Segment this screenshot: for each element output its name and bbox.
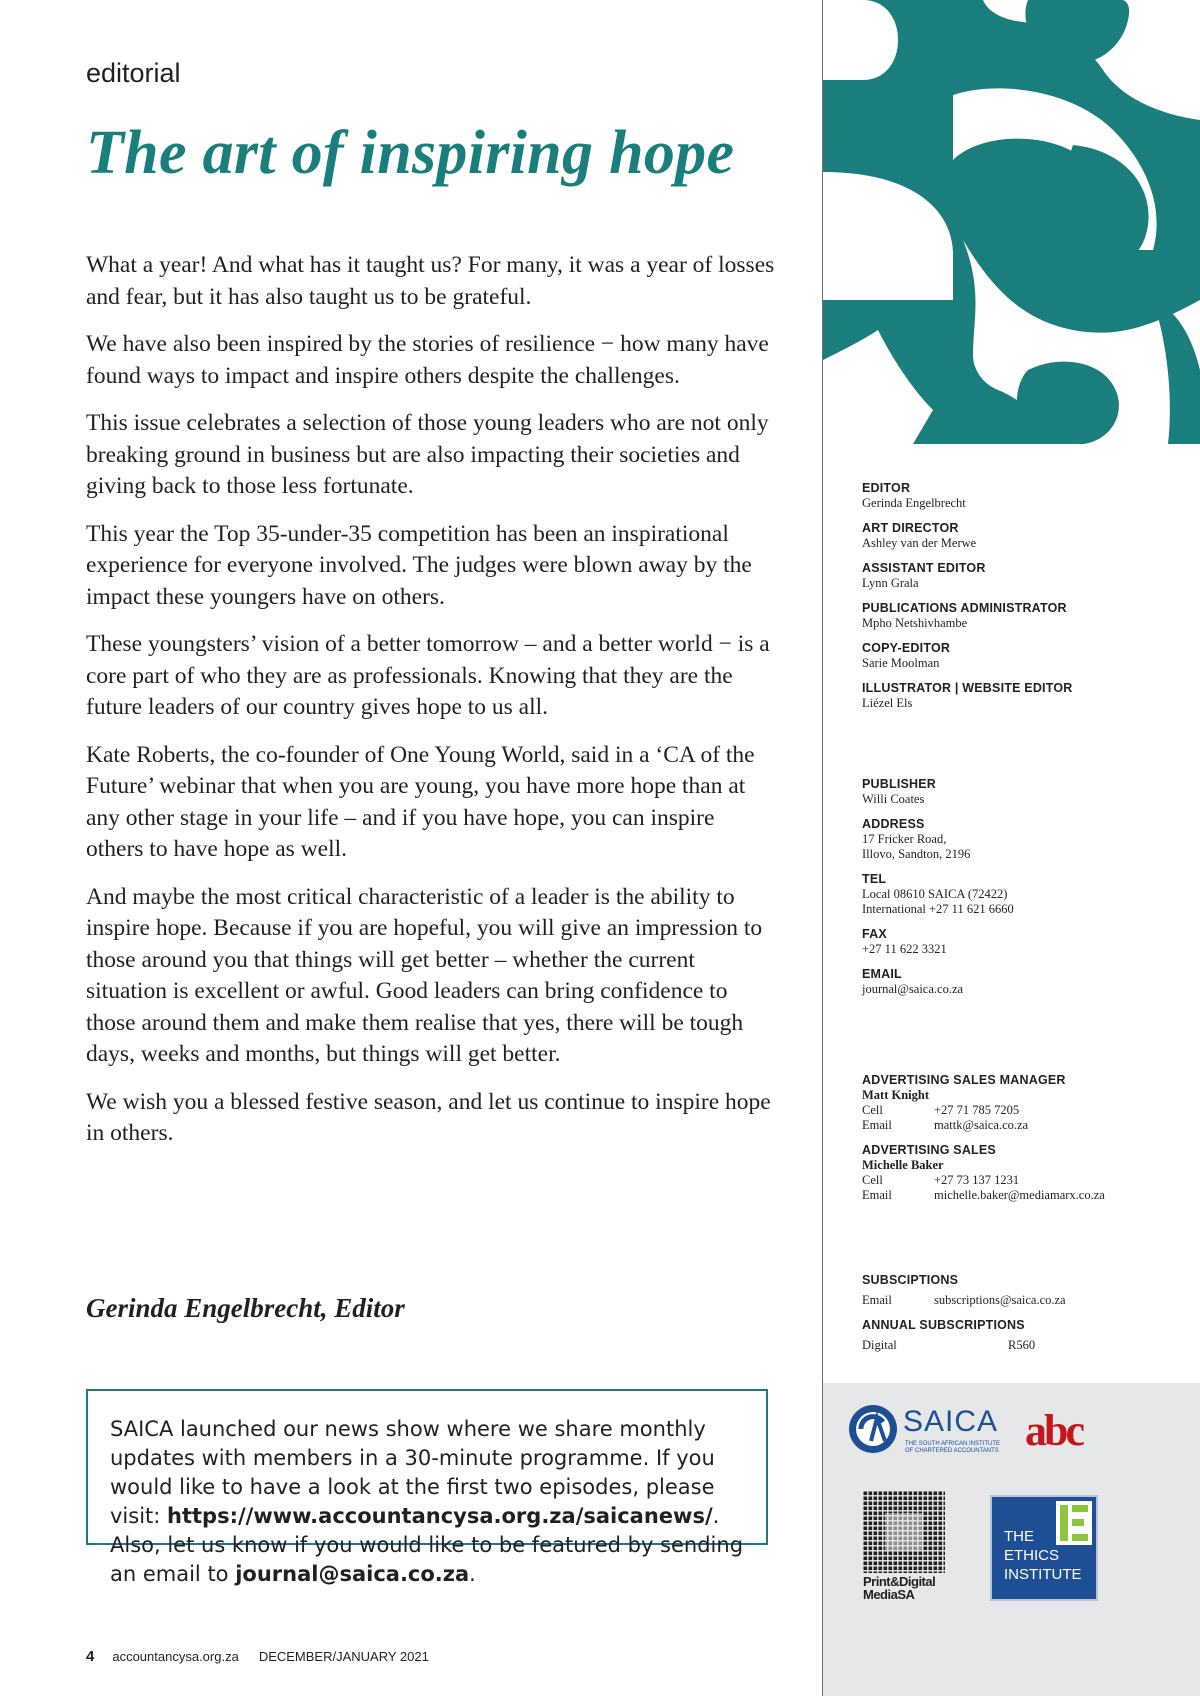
paragraph: Kate Roberts, the co-founder of One Young World, said in a ‘CA of the Future’ webinar that when you are young, you have more hope than at any other stage in your life – and if you have hope, you can inspire others to have hope as well.: [86, 741, 755, 862]
paragraph: We wish you a blessed festive season, and let us continue to inspire hope in others.: [86, 1088, 771, 1146]
masthead-address: ADDRESS 17 Fricker Road, Illovo, Sandton, 2196: [862, 817, 971, 861]
news-text: .: [469, 1562, 476, 1586]
masthead-email: EMAIL journal@saica.co.za: [862, 967, 964, 996]
news-show-box: [86, 1389, 768, 1586]
ethics-institute-logo: [990, 1495, 1098, 1601]
masthead-ad-manager: ADVERTISING SALES MANAGER Matt Knight Cell +27 71 785 7205 Email mattk@saica.co.za: [862, 1073, 1066, 1132]
masthead-ad-sales: ADVERTISING SALES Michelle Baker Cell +27 73 137 1231 Email michelle.baker@mediamarx.co.za: [862, 1143, 1105, 1202]
section-label: editorial: [86, 58, 181, 88]
abc-logo: abc: [1025, 1406, 1082, 1455]
sa-brand-graphic: [823, 0, 1200, 444]
masthead-annual-subscriptions: ANNUAL SUBSCRIPTIONS Digital R560: [862, 1318, 1036, 1352]
paragraph: And maybe the most critical characteristic of a leader is the ability to inspire hope. Because if you are hopeful, you will give an impression to those around you that things will get better – whether the current situation is excellent or awful. Good leaders can bring confidence to those around them and make them realise that yes, there will be tough days, weeks and months, but things will get better.: [86, 883, 763, 1067]
masthead-illustrator: ILLUSTRATOR | WEBSITE EDITOR Liézel Els: [862, 681, 1073, 710]
news-link[interactable]: https://www.accountancysa.org.za/saicanews/: [167, 1504, 713, 1528]
news-email-link[interactable]: journal@saica.co.za: [235, 1562, 470, 1586]
paragraph: These youngsters’ vision of a better tomorrow – and a better world − is a core part of who they are as professionals. Knowing that they are the future leaders of our country gives hope to us all.: [86, 631, 770, 720]
editorial-body: [86, 250, 776, 1166]
masthead-assistant-editor: ASSISTANT EDITOR Lynn Grala: [862, 561, 986, 590]
masthead-subscriptions: SUBSCIPTIONS Email subscriptions@saica.co.za: [862, 1273, 1066, 1307]
paragraph: This issue celebrates a selection of those young leaders who are not only breaking ground in business but are also impacting their societies and giving back to those less fortunate.: [86, 410, 769, 499]
footer-issue: DECEMBER/JANUARY 2021: [258, 1649, 429, 1664]
masthead-tel: TEL Local 08610 SAICA (72422) International +27 11 621 6660: [862, 872, 1014, 916]
ethics-wordmark: THE ETHICS INSTITUTE: [1004, 1528, 1082, 1583]
print-digital-media-logo: [863, 1491, 945, 1573]
halftone-grid-icon: [863, 1491, 945, 1573]
saica-wordmark: SAICA: [903, 1405, 999, 1438]
page-footer: [86, 1648, 429, 1665]
news-text: SAICA launched our news show where we share monthly updates with members in a 30-minute programme. If you would like to have a look at the first two episodes, please visit:: [110, 1417, 715, 1528]
paragraph: What a year! And what has it taught us? For many, it was a year of losses and fear, but it has also taught us to be grateful.: [86, 252, 775, 310]
masthead-publisher: PUBLISHER Willi Coates: [862, 777, 937, 806]
masthead-fax: FAX +27 11 622 3321: [862, 927, 947, 956]
paragraph: This year the Top 35-under-35 competition has been an inspirational experience for everyone involved. The judges were blown away by the impact these youngers have on others.: [86, 520, 752, 610]
paragraph: We have also been inspired by the stories of resilience − how many have found ways to impact and inspire others despite the challenges.: [86, 331, 769, 389]
masthead-art-director: ART DIRECTOR Ashley van der Merwe: [862, 521, 977, 550]
print-digital-media-wordmark: Print&Digital MediaSA: [863, 1574, 936, 1602]
partner-logos: [823, 1383, 1200, 1696]
masthead: [862, 481, 1182, 1363]
sa-letterform-icon: [823, 0, 1200, 444]
saica-subtitle: THE SOUTH AFRICAN INSTITUTE OF CHARTERED ACCOUNTANTS: [905, 1441, 1001, 1454]
saica-ca-icon: [847, 1403, 899, 1455]
masthead-publications-admin: PUBLICATIONS ADMINISTRATOR Mpho Netshivhambe: [862, 601, 1067, 630]
masthead-copy-editor: COPY-EDITOR Sarie Moolman: [862, 641, 951, 670]
page-title: The art of inspiring hope: [86, 119, 735, 187]
masthead-editor: EDITOR Gerinda Engelbrecht: [862, 481, 966, 510]
editor-signoff: Gerinda Engelbrecht, Editor: [86, 1293, 405, 1323]
saica-logo: [847, 1403, 1007, 1473]
page-number: 4: [86, 1648, 95, 1665]
news-text: . Also, let us know if you would like to be featured by sending an email to: [110, 1504, 744, 1586]
footer-site[interactable]: accountancysa.org.za: [112, 1649, 239, 1664]
